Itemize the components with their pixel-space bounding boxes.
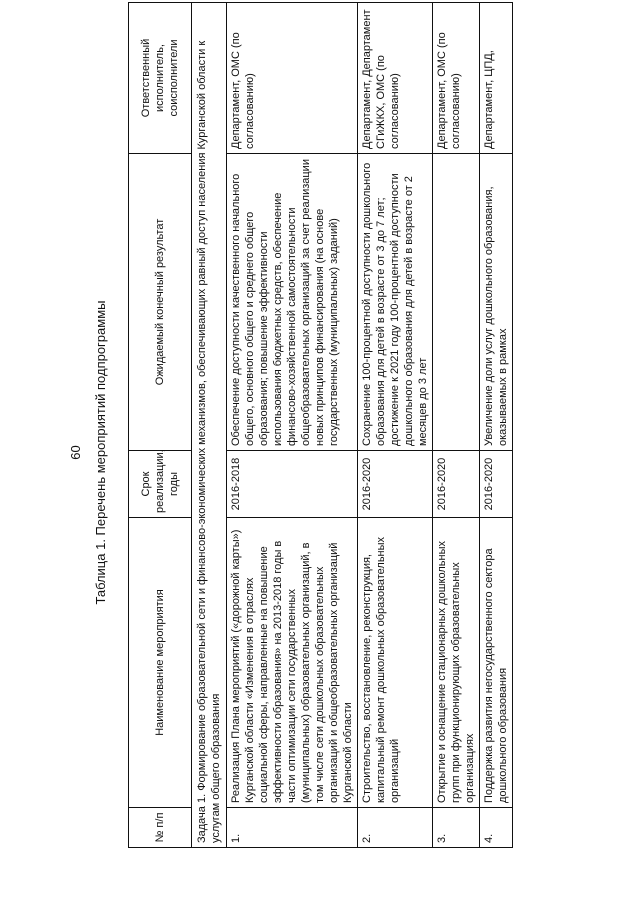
row-result: Сохранение 100-процентной доступности дошкольного образования для детей в возрасте от 3 до 7 лет; достижение к 2021 году 100-процентной доступности дошкольного образования для детей в возрасте от 2 месяцев до 3 лет <box>358 154 433 451</box>
row-period: 2016-2020 <box>480 451 513 518</box>
row-name: Поддержка развития негосударственного сектора дошкольного образования <box>480 518 513 808</box>
row-num: 4. <box>480 808 513 848</box>
page-number: 60 <box>68 445 83 460</box>
header-num: № п/п <box>129 808 192 848</box>
header-name: Наименование мероприятия <box>129 518 192 808</box>
row-responsible: Департамент, ЦПД, <box>480 3 513 154</box>
row-period: 2016-2018 <box>227 451 358 518</box>
table-row <box>227 3 358 848</box>
header-period: Срок реализации, годы <box>129 451 192 518</box>
header-result: Ожидаемый конечный результат <box>129 154 192 451</box>
row-responsible: Департамент, Департамент СГиЖКХ, ОМС (по согласованию) <box>358 3 433 154</box>
row-period: 2016-2020 <box>358 451 433 518</box>
row-responsible: Департамент, ОМС (по согласованию) <box>433 3 480 154</box>
table-row <box>433 3 480 848</box>
row-name: Реализация Плана мероприятий («дорожной карты») Курганской области «Изменения в отраслях социальной сферы, направленные на повышение эффективности образования» на 2013-2018 годы в части оптимизации сети государственных (муниципальных) образовательных организаций, в том числе сети дошкольных образовательных организаций и общеобразовательных организаций Курганской области <box>227 518 358 808</box>
task-text: Задача 1. Формирование образовательной сети и финансово-экономических механизмов, обеспечивающих равный доступ населения Курганской области к услугам общего образования <box>192 3 227 848</box>
row-period: 2016-2020 <box>433 451 480 518</box>
row-num: 1. <box>227 808 358 848</box>
task-row <box>192 3 227 848</box>
row-num: 2. <box>358 808 433 848</box>
row-result <box>433 154 480 451</box>
row-name: Открытие и оснащение стационарных дошкольных групп при функционирующих образовательных организациях <box>433 518 480 808</box>
header-responsible: Ответственный исполнитель, соисполнители <box>129 3 192 154</box>
row-responsible: Департамент, ОМС (по согласованию) <box>227 3 358 154</box>
row-result: Обеспечение доступности качественного начального общего, основного общего и среднего общего образования; повышение эффективности использования бюджетных средств, обеспечение финансово-хозяйственной самостоятельности общеобразовательных организаций за счет реализации новых принципов финансирования (на основе государственных (муниципальных) заданий) <box>227 154 358 451</box>
row-result: Увеличение доли услуг дошкольного образования, оказываемых в рамках <box>480 154 513 451</box>
table-caption: Таблица 1. Перечень мероприятий подпрограммы <box>93 300 108 605</box>
table-row <box>480 3 513 848</box>
row-num: 3. <box>433 808 480 848</box>
header-row <box>129 3 192 848</box>
row-name: Строительство, восстановление, реконструкция, капитальный ремонт дошкольных образовательных организаций <box>358 518 433 808</box>
measures-table <box>128 2 513 848</box>
table-row <box>358 3 433 848</box>
